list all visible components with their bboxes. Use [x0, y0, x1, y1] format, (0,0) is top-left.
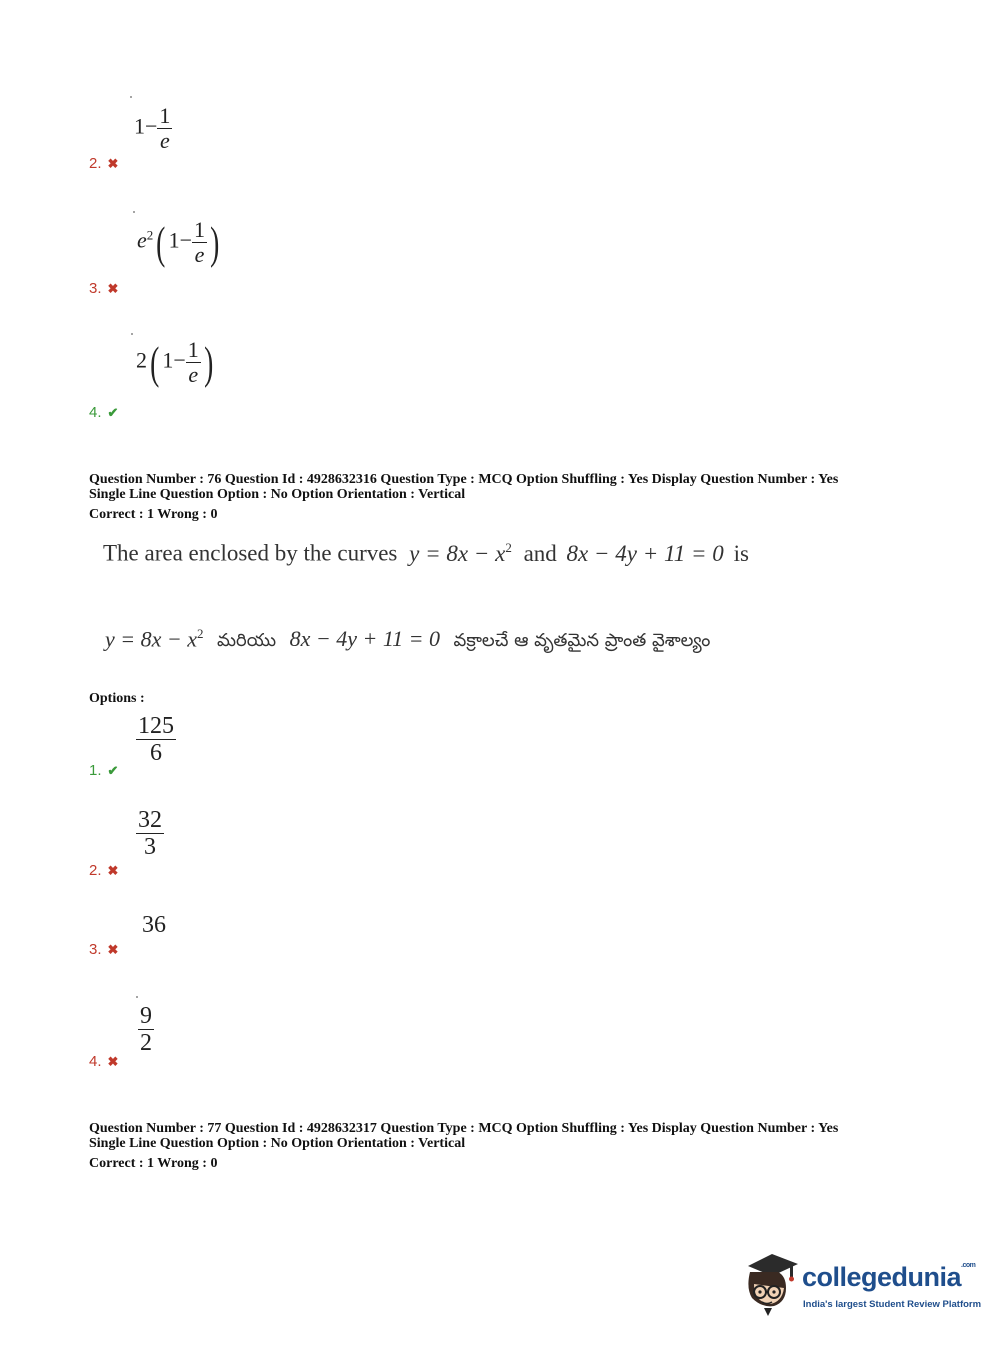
q76-option-2 [89, 862, 118, 879]
prev-option-3 [89, 280, 118, 297]
correct-check-icon: ✔ [107, 763, 119, 778]
prev-option-2 [89, 155, 118, 172]
q76-option-3 [89, 941, 118, 958]
wrong-mark-icon: ✖ [107, 281, 119, 296]
expr-one: 1 [168, 227, 180, 253]
q76-option-1 [89, 762, 118, 779]
scan-dot [130, 96, 132, 98]
stem-te-equation-1: y = 8x − x [105, 626, 197, 652]
option-number: 4. [89, 1053, 102, 1070]
expr-one: 1 [162, 347, 174, 373]
question-76-stem-english [103, 540, 749, 567]
fraction-denominator: e [188, 362, 199, 388]
q76-option-4-value [138, 1003, 154, 1057]
brand-name: collegedunia [802, 1262, 962, 1292]
scan-dot [131, 333, 133, 335]
expr-e-exponent: 2 [146, 227, 154, 243]
stem-equation-1-exponent: 2 [505, 540, 512, 555]
expr-minus: − [179, 227, 193, 253]
fraction-denominator: e [194, 242, 205, 268]
options-label: Options : [89, 691, 145, 706]
prev-option-4 [89, 404, 118, 421]
meta-line-1: Question Number : 77 Question Id : 4928632317 Question Type : MCQ Option Shuffling : Yes Display Question Number : Yes [89, 1121, 839, 1136]
meta-line-3: Correct : 1 Wrong : 0 [89, 1156, 218, 1171]
brand-tagline: India's largest Student Review Platform [803, 1299, 982, 1310]
stem-is: is [733, 540, 749, 566]
fraction-numerator: 1 [187, 337, 199, 362]
wrong-mark-icon: ✖ [107, 863, 119, 878]
meta-line-3: Correct : 1 Wrong : 0 [89, 507, 218, 522]
option-4-expression [136, 338, 216, 387]
option-2-expression [134, 104, 172, 153]
fraction-denominator: 6 [150, 740, 162, 767]
expr-minus: − [173, 347, 186, 373]
expr-minus: − [145, 113, 158, 139]
q76-option-3-value: 36 [142, 912, 166, 938]
option-number: 2. [89, 862, 102, 879]
fraction-numerator: 9 [140, 1003, 152, 1029]
stem-and: and [523, 540, 557, 566]
fraction-numerator: 32 [138, 807, 162, 833]
meta-line-1: Question Number : 76 Question Id : 4928632316 Question Type : MCQ Option Shuffling : Yes Display Question Number : Yes [89, 472, 839, 487]
q76-option-4 [89, 1053, 118, 1070]
collegedunia-logo [742, 1248, 982, 1320]
option-fraction [136, 713, 176, 767]
option-number: 3. [89, 941, 102, 958]
wrong-mark-icon: ✖ [107, 156, 119, 171]
left-paren: ( [150, 336, 160, 388]
option-fraction [138, 1003, 154, 1057]
wrong-mark-icon: ✖ [107, 942, 119, 957]
expr-fraction [186, 338, 201, 387]
expr-e-base: e [137, 227, 147, 253]
option-number: 2. [89, 155, 102, 172]
option-number: 1. [89, 762, 102, 779]
mascot-icon [742, 1248, 802, 1318]
fraction-denominator: 3 [144, 834, 156, 861]
question-76-meta [89, 472, 838, 522]
stem-prefix: The area enclosed by the curves [103, 540, 398, 566]
option-number: 3. [89, 280, 102, 297]
stem-equation-2: 8x − 4y + 11 = 0 [566, 540, 724, 566]
right-paren: ) [210, 216, 220, 268]
fraction-denominator: 2 [140, 1030, 152, 1057]
question-76-stem-telugu [105, 626, 710, 655]
wrong-mark-icon: ✖ [107, 1054, 119, 1069]
stem-te-equation-1-exponent: 2 [197, 626, 204, 641]
fraction-denominator: e [160, 128, 170, 154]
right-paren: ) [203, 336, 214, 388]
stem-te-word: మరియు [217, 630, 277, 652]
correct-check-icon: ✔ [107, 405, 119, 420]
stem-equation-1: y = 8x − x [409, 540, 506, 566]
expr-fraction [157, 104, 172, 153]
q76-option-1-value [136, 713, 176, 767]
stem-te-equation-2: 8x − 4y + 11 = 0 [289, 626, 441, 652]
fraction-numerator: 1 [159, 103, 171, 128]
expr-fraction [192, 218, 207, 267]
option-3-expression [137, 218, 222, 267]
scan-dot [133, 211, 135, 213]
scan-dot [136, 996, 138, 998]
stem-te-rest: వక్రాలచే ఆ వృతమైన ప్రాంత వైశాల్యం [453, 630, 711, 652]
fraction-numerator: 125 [138, 713, 174, 739]
option-fraction [136, 807, 164, 861]
brand-suffix: .com [961, 1262, 976, 1269]
meta-line-2: Single Line Question Option : No Option Orientation : Vertical [89, 487, 466, 502]
question-77-meta [89, 1121, 838, 1171]
expr-one: 1 [134, 113, 145, 139]
option-number: 4. [89, 404, 102, 421]
fraction-numerator: 1 [194, 217, 206, 242]
expr-two: 2 [136, 347, 147, 373]
left-paren: ( [156, 216, 166, 268]
meta-line-2: Single Line Question Option : No Option Orientation : Vertical [89, 1136, 466, 1151]
q76-option-2-value [136, 807, 164, 861]
